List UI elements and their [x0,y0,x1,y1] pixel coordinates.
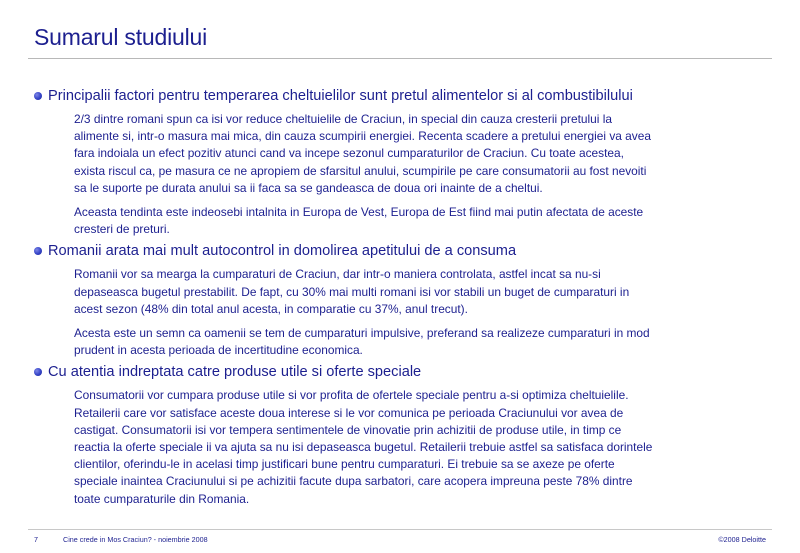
bullet-dot-icon [34,92,42,100]
page-number: 7 [34,535,38,544]
document-name: Cine crede in Mos Craciun? - noiembrie 2008 [63,535,208,544]
bullet-dot-icon [34,247,42,255]
copyright-notice: ©2008 Deloitte [718,535,766,544]
section-useful-products [34,363,779,507]
section-price-factors [34,87,779,238]
footer [0,533,800,547]
footer-divider [28,529,772,530]
bullet-dot-icon [34,368,42,376]
summary-content [34,87,779,508]
section-heading [34,87,779,106]
section-heading [34,242,779,261]
section-paragraph: Romanii vor sa mearga la cumparaturi de Craciun, dar intr-o maniera controlata, astfel incat sa nu-si depaseasca bugetul prestabilit. De fapt, cu 30% mai multi romani isi vor stabili un buget de cumparaturi in acest sezon (48% din total anul acesta, in comparatie cu 37%, anul trecut). [74,267,630,316]
section-paragraph: Consumatorii vor cumpara produse utile si vor profita de ofertele speciale pentru a-si optimiza cheltuielile. Retailerii care vor satisface aceste doua interese si le vor comunica pe perioada Craciunului vor avea de castigat. Consumatorii isi vor tempera sentimentele de vinovatie prin achizitii de produse utile, in timp ce reactia la oferte speciale ii va ajuta sa nu isi depaseasca bugetul. Retailerii trebuie astfel sa satisfaca dorintele clientilor, oferindu-le in acelasi timp justificari bune pentru cumparaturi. Ei trebuie sa se axeze pe oferte speciale inaintea Craciunului si pe achizitii facute dupa sarbatori, care acopera impreuna peste 78% dintre toate cumparaturile din Romania. [74,388,653,506]
title-divider [28,58,772,59]
page-title: Sumarul studiului [34,24,208,50]
section-heading-text: Romanii arata mai mult autocontrol in domolirea apetitului de a consuma [48,243,517,260]
section-paragraph: Aceasta tendinta este indeosebi intalnita in Europa de Vest, Europa de Est fiind mai putin afectata de aceste cresteri de preturi. [74,205,644,237]
section-paragraph: Acesta este un semn ca oamenii se tem de cumparaturi impulsive, preferand sa realizeze cumparaturi in mod prudent in acesta perioada de incertitudine economica. [74,326,650,358]
section-heading-text: Principalii factori pentru temperarea cheltuielilor sunt pretul alimentelor si al combustibilului [48,88,633,104]
section-self-control [34,242,779,359]
section-heading-text: Cu atentia indreptata catre produse utile si oferte speciale [48,364,422,381]
section-paragraph: 2/3 dintre romani spun ca isi vor reduce cheltuielile de Craciun, in special din cauza cresterii pretului la alimente si, intr-o masura mai mica, din cauza scumpirii energiei. Recenta scadere a pretului energiei va avea fara indoiala un efect pozitiv atunci cand va incepe sezonul cumparaturilor de Craciun. Cu toate acestea, exista riscul ca, pe masura ce ne apropiem de sfarsitul anului, scumpirile pe care consumatorii au fost nevoiti sa le suporte pe durata anului sa ii faca sa se gandeasca de doua ori inainte de a cheltui. [74,112,651,195]
section-heading [34,363,779,382]
